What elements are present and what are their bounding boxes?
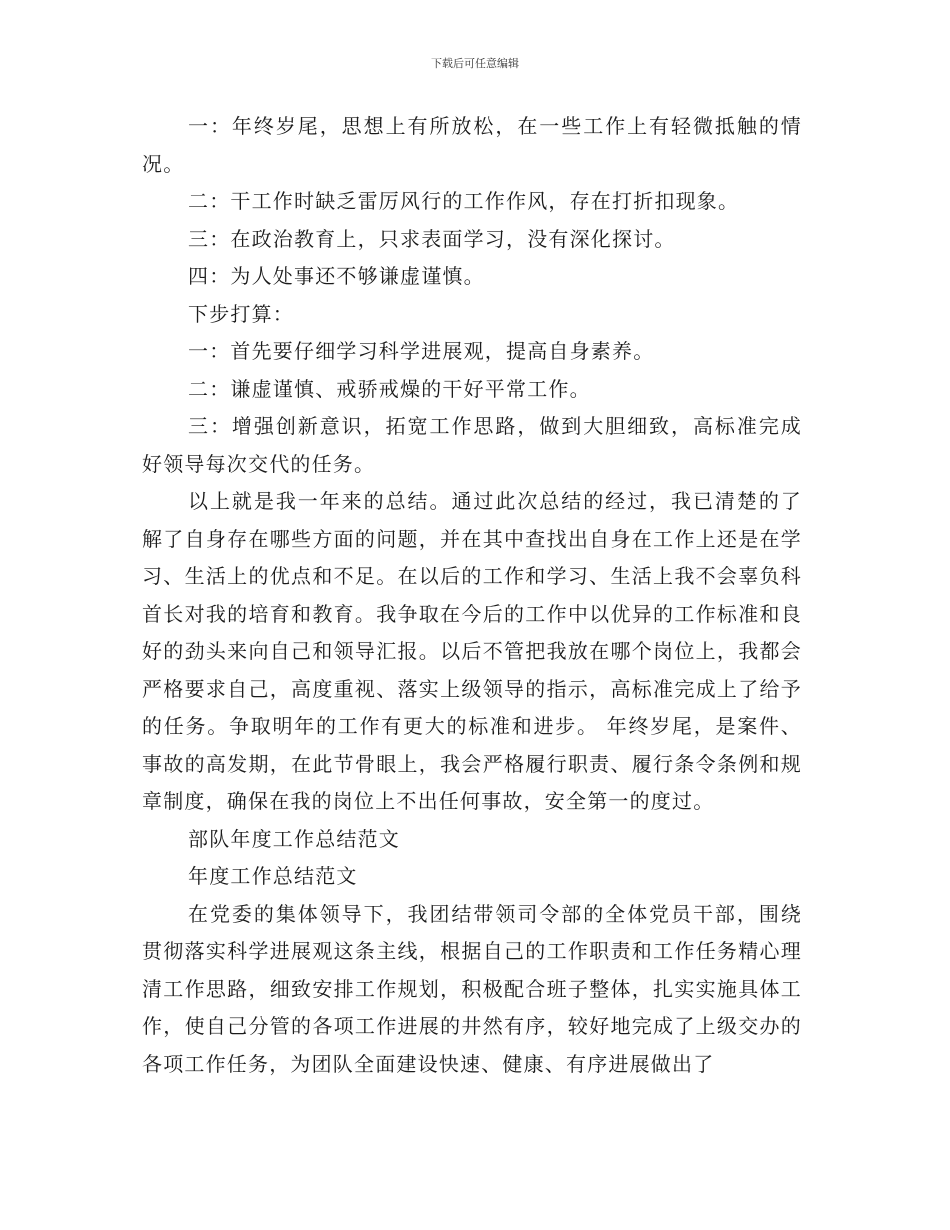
paragraph: 一：首先要仔细学习科学进展观，提高自身素养。 (188, 339, 655, 363)
paragraph: 四：为人处事还不够谦虚谨慎。 (188, 264, 485, 288)
paragraph: 一：年终岁尾，思想上有所放松，在一些工作上有轻微抵触的情况。 (142, 114, 802, 176)
paragraph: 二：干工作时缺乏雷厉风行的工作作风，存在打折扣现象。 (188, 189, 740, 213)
page-header: 下载后可任意编辑 (431, 57, 519, 70)
document-title: 部队年度工作总结范文 (188, 826, 400, 851)
paragraph: 以上就是我一年来的总结。通过此次总结的经过，我已清楚的了解了自身存在哪些方面的问题，并在其中查找出自身在工作上还是在学习、生活上的优点和不足。在以后的工作和学习、生活上我不会辜负科首长对我的培育和教育。我争取在今后的工作中以优异的工作标准和良好的劲头来向自己和领导汇报。以后不管把我放在哪个岗位上，我都会严格要求自己，高度重视、落实上级领导的指示，高标准完成上了给予的任务。争取明年的工作有更大的标准和进步。 年终岁尾，是案件、事故的高发期，在此节骨眼上，我会严格履行职责、履行条令条例和规章制度，确保在我的岗位上不出任何事故，安全第一的度过。 (142, 489, 802, 813)
paragraph: 三：在政治教育上，只求表面学习，没有深化探讨。 (188, 226, 676, 251)
section-heading: 下步打算： (188, 301, 294, 326)
document-subtitle: 年度工作总结范文 (188, 864, 358, 888)
document-body (142, 108, 802, 1083)
paragraph: 三：增强创新意识，拓宽工作思路，做到大胆细致，高标准完成好领导每次交代的任务。 (142, 414, 802, 476)
paragraph: 在党委的集体领导下，我团结带领司令部的全体党员干部，围绕贯彻落实科学进展观这条主线，根据自己的工作职责和工作任务精心理清工作思路，细致安排工作规划，积极配合班子整体，扎实实施具体工作，使自己分管的各项工作进展的井然有序，较好地完成了上级交办的各项工作任务，为团队全面建设快速、健康、有序进展做出了 (142, 901, 802, 1076)
paragraph: 二：谦虚谨慎、戒骄戒燥的干好平常工作。 (188, 376, 591, 401)
